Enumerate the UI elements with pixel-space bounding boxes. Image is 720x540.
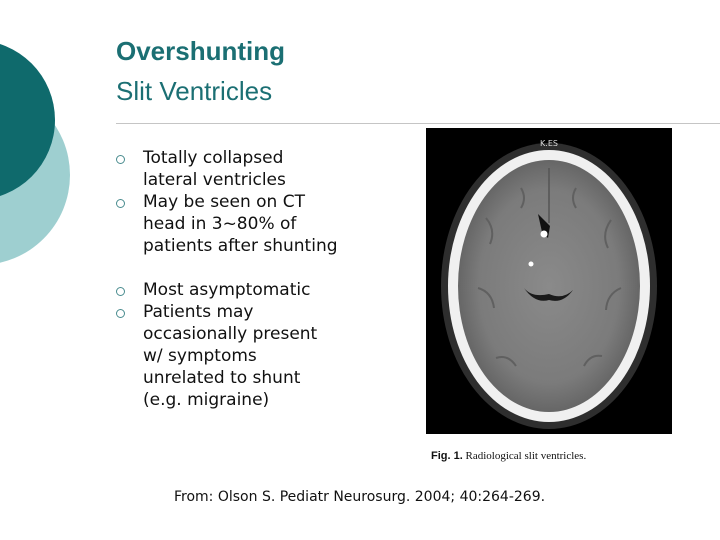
ct-calcification-2 bbox=[529, 262, 534, 267]
figure-caption-label: Fig. 1. bbox=[431, 450, 463, 462]
bullet-item bbox=[116, 279, 416, 301]
bullet-list bbox=[116, 147, 416, 411]
ct-calcification-1 bbox=[541, 231, 548, 238]
hollow-circle-bullet-icon bbox=[116, 199, 125, 208]
ct-image-label: K.ES bbox=[540, 139, 558, 148]
bullet-item bbox=[116, 301, 416, 411]
hollow-circle-bullet-icon bbox=[116, 287, 125, 296]
slide-title: Overshunting bbox=[116, 36, 286, 66]
slide-subtitle: Slit Ventricles bbox=[116, 76, 273, 106]
figure-caption-text: Radiological slit ventricles. bbox=[465, 450, 587, 462]
citation: From: Olson S. Pediatr Neurosurg. 2004; 40:264-269. bbox=[174, 489, 546, 505]
title-divider bbox=[116, 123, 720, 124]
hollow-circle-bullet-icon bbox=[116, 309, 125, 318]
bullet-text: Totally collapsed lateral ventricles bbox=[143, 148, 286, 190]
hollow-circle-bullet-icon bbox=[116, 155, 125, 164]
bullet-text: May be seen on CT head in 3~80% of patients after shunting bbox=[143, 192, 338, 256]
ct-scan-image bbox=[426, 128, 672, 434]
bullet-item bbox=[116, 191, 416, 257]
bullet-item bbox=[116, 147, 416, 191]
bullet-text: Patients may occasionally present w/ symptoms unrelated to shunt (e.g. migraine) bbox=[143, 302, 318, 410]
bullet-text: Most asymptomatic bbox=[143, 280, 311, 300]
decorative-circles bbox=[0, 0, 90, 300]
figure-caption bbox=[431, 450, 586, 462]
